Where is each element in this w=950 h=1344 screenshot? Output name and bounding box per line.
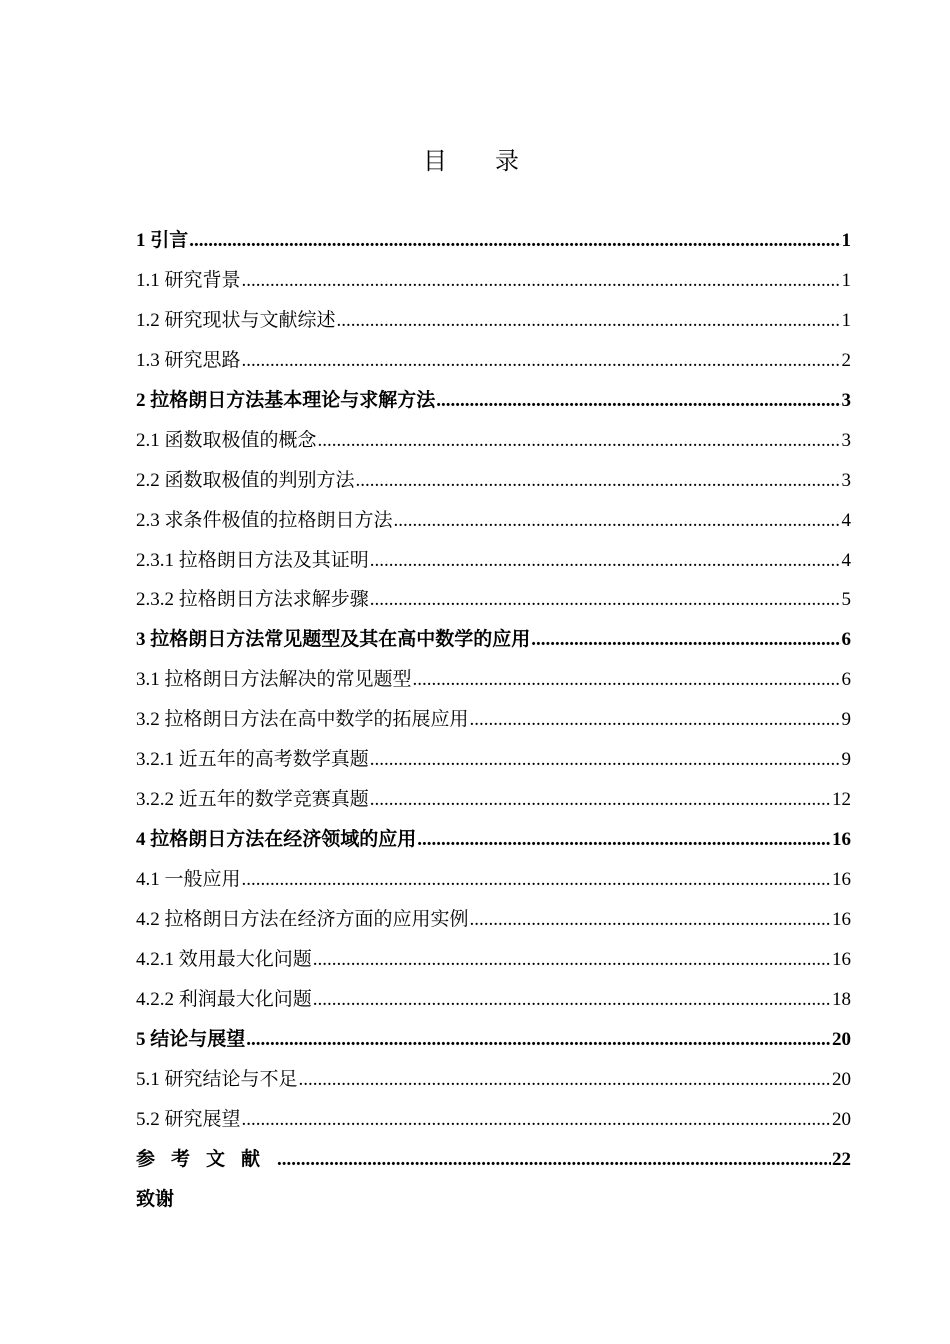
toc-entry-label: 2.1 函数取极值的概念	[136, 429, 317, 451]
toc-entry-acknowledgements[interactable]	[136, 1180, 851, 1220]
toc-list	[136, 221, 851, 1219]
dot-leader	[370, 580, 841, 620]
dot-leader	[242, 341, 841, 381]
toc-entry-label: 3.2.2 近五年的数学竞赛真题	[136, 789, 369, 811]
toc-entry-label: 致谢	[136, 1188, 175, 1210]
dot-leader	[356, 461, 841, 501]
toc-entry-label: 2.3.2 拉格朗日方法求解步骤	[136, 589, 369, 611]
toc-entry-page: 6	[841, 669, 851, 691]
toc-entry-label: 2 拉格朗日方法基本理论与求解方法	[136, 389, 436, 411]
toc-entry-label: 3.1 拉格朗日方法解决的常见题型	[136, 669, 412, 691]
dot-leader	[189, 221, 840, 261]
dot-leader	[313, 940, 831, 980]
toc-entry-page: 3	[841, 469, 851, 491]
toc-entry-label: 1.1 研究背景	[136, 269, 241, 291]
toc-entry-label: 2.3 求条件极值的拉格朗日方法	[136, 509, 393, 531]
toc-entry-label: 1.3 研究思路	[136, 349, 241, 371]
toc-entry-5[interactable]	[136, 1020, 851, 1060]
dot-leader	[470, 700, 841, 740]
toc-entry-references[interactable]	[136, 1140, 851, 1180]
toc-entry-label: 参考文献	[136, 1148, 277, 1170]
toc-entry-page: 4	[841, 509, 851, 531]
toc-entry-page: 20	[832, 1108, 851, 1130]
dot-leader	[337, 301, 841, 341]
toc-entry-page: 1	[841, 230, 851, 251]
toc-entry-5-2[interactable]	[136, 1100, 851, 1140]
toc-entry-3-1[interactable]	[136, 660, 851, 700]
toc-entry-label: 5 结论与展望	[136, 1028, 246, 1050]
toc-entry-2-1[interactable]	[136, 421, 851, 461]
dot-leader	[470, 900, 831, 940]
toc-entry-page: 1	[841, 309, 851, 331]
toc-entry-2-3-2[interactable]	[136, 580, 851, 620]
toc-entry-page: 22	[832, 1148, 851, 1170]
toc-entry-label: 4 拉格朗日方法在经济领域的应用	[136, 829, 417, 851]
dot-leader	[242, 1100, 831, 1140]
toc-entry-page: 1	[841, 269, 851, 291]
toc-entry-4-2[interactable]	[136, 900, 851, 940]
toc-entry-label: 5.2 研究展望	[136, 1108, 241, 1130]
toc-entry-page: 6	[841, 629, 851, 651]
toc-entry-page: 2	[841, 349, 851, 371]
toc-entry-1[interactable]	[136, 221, 851, 261]
toc-entry-3-2[interactable]	[136, 700, 851, 740]
toc-entry-page: 9	[841, 749, 851, 771]
dot-leader	[277, 1140, 831, 1180]
toc-entry-label: 4.2.1 效用最大化问题	[136, 948, 312, 970]
toc-entry-page: 16	[832, 908, 851, 930]
toc-entry-2[interactable]	[136, 381, 851, 421]
toc-entry-1-1[interactable]	[136, 261, 851, 301]
toc-entry-1-2[interactable]	[136, 301, 851, 341]
toc-entry-4-1[interactable]	[136, 860, 851, 900]
toc-entry-5-1[interactable]	[136, 1060, 851, 1100]
toc-entry-page: 16	[832, 829, 851, 851]
toc-entry-label: 3.2 拉格朗日方法在高中数学的拓展应用	[136, 709, 469, 731]
toc-entry-2-3[interactable]	[136, 501, 851, 541]
toc-entry-3-2-1[interactable]	[136, 740, 851, 780]
dot-leader	[246, 1020, 831, 1060]
toc-entry-4-2-2[interactable]	[136, 980, 851, 1020]
dot-leader	[242, 860, 831, 900]
toc-entry-page: 16	[832, 948, 851, 970]
toc-entry-page: 3	[841, 429, 851, 451]
dot-leader	[313, 980, 831, 1020]
toc-entry-2-3-1[interactable]	[136, 541, 851, 581]
toc-entry-label: 3 拉格朗日方法常见题型及其在高中数学的应用	[136, 629, 531, 651]
dot-leader	[370, 740, 841, 780]
toc-entry-page: 12	[832, 789, 851, 811]
dot-leader	[417, 820, 831, 860]
toc-entry-label: 5.1 研究结论与不足	[136, 1068, 298, 1090]
dot-leader	[370, 780, 831, 820]
toc-entry-page: 20	[832, 1068, 851, 1090]
toc-entry-2-2[interactable]	[136, 461, 851, 501]
toc-entry-page: 20	[832, 1028, 851, 1050]
toc-entry-page: 4	[841, 549, 851, 571]
toc-entry-label: 2.2 函数取极值的判别方法	[136, 469, 355, 491]
toc-entry-label: 1 引言	[136, 230, 189, 251]
toc-entry-label: 1.2 研究现状与文献综述	[136, 309, 336, 331]
toc-entry-4-2-1[interactable]	[136, 940, 851, 980]
toc-entry-label: 4.2.2 利润最大化问题	[136, 988, 312, 1010]
toc-entry-label: 3.2.1 近五年的高考数学真题	[136, 749, 369, 771]
dot-leader	[370, 541, 841, 581]
toc-entry-label: 4.2 拉格朗日方法在经济方面的应用实例	[136, 908, 469, 930]
dot-leader	[318, 421, 841, 461]
toc-entry-3-2-2[interactable]	[136, 780, 851, 820]
toc-entry-3[interactable]	[136, 620, 851, 660]
toc-entry-page: 9	[841, 709, 851, 731]
toc-entry-page: 16	[832, 869, 851, 890]
toc-entry-page: 3	[841, 389, 851, 411]
toc-entry-page: 5	[841, 589, 851, 611]
dot-leader	[299, 1060, 831, 1100]
dot-leader	[394, 501, 841, 541]
dot-leader	[436, 381, 840, 421]
dot-leader	[531, 620, 840, 660]
dot-leader	[413, 660, 841, 700]
page-title: 目录	[423, 149, 567, 175]
toc-entry-label: 2.3.1 拉格朗日方法及其证明	[136, 549, 369, 571]
toc-entry-4[interactable]	[136, 820, 851, 860]
toc-entry-1-3[interactable]	[136, 341, 851, 381]
toc-entry-page: 18	[832, 988, 851, 1010]
dot-leader	[242, 261, 841, 301]
toc-entry-label: 4.1 一般应用	[136, 869, 241, 890]
